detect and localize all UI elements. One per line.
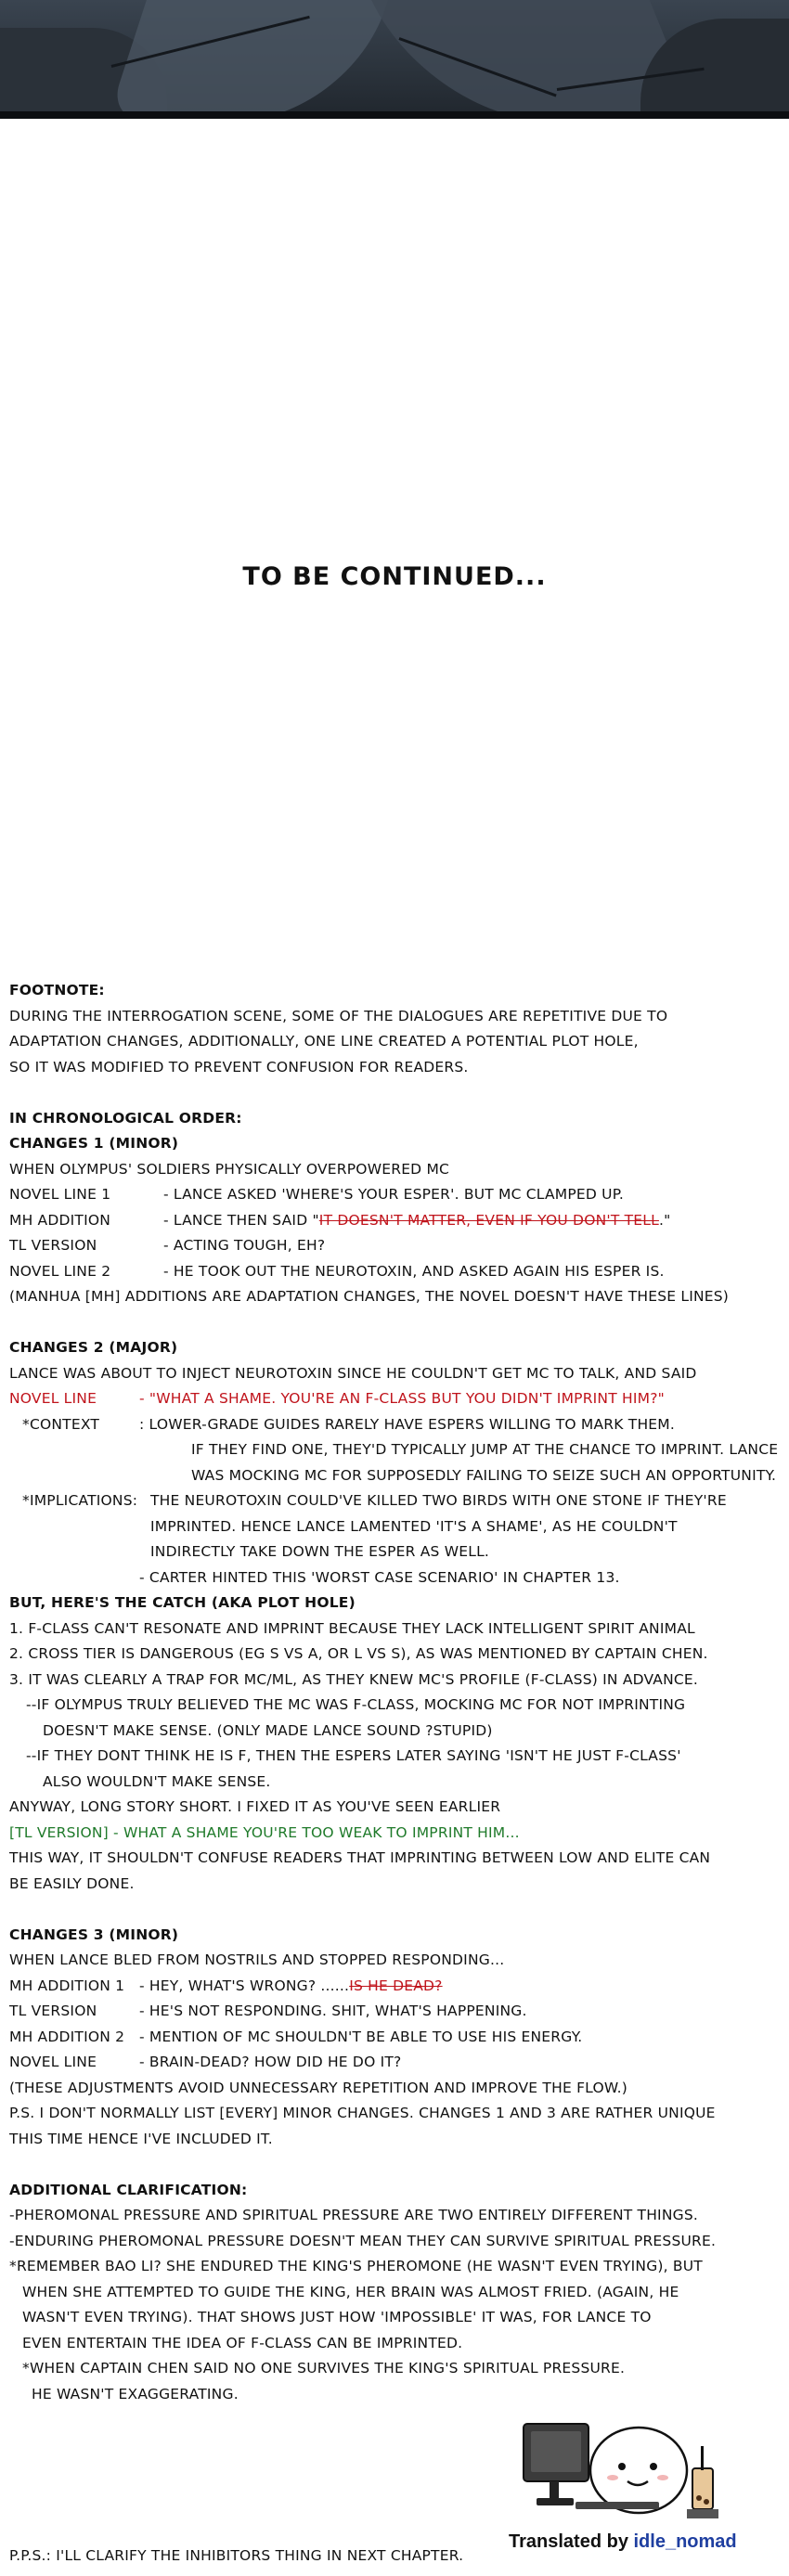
changes-3-note: (THESE ADJUSTMENTS AVOID UNNECESSARY REPETITION AND IMPROVE THE FLOW.): [9, 2079, 627, 2096]
footnote-line: DURING THE INTERROGATION SCENE, SOME OF THE DIALOGUES ARE REPETITIVE DUE TO: [9, 1007, 668, 1024]
catch-closing: THIS WAY, IT SHOULDN'T CONFUSE READERS THAT IMPRINTING BETWEEN LOW AND ELITE CAN: [9, 1849, 711, 1866]
changes-3-row: MH ADDITION 1 - HEY, WHAT'S WRONG? ...... IS HE DEAD?: [9, 1974, 784, 2000]
footnote-line: SO IT WAS MODIFIED TO PREVENT CONFUSION FOR READERS.: [9, 1058, 469, 1075]
catch-sub-line: DOESN'T MAKE SENSE. (ONLY MADE LANCE SOUND ?STUPID): [43, 1721, 493, 1739]
to-be-continued: TO BE CONTINUED...: [242, 562, 547, 591]
changes-1-row: MH ADDITION - LANCE THEN SAID " IT DOESN'T MATTER, EVEN IF YOU DON'T TELL .": [9, 1208, 784, 1234]
clarification-chen: *WHEN CAPTAIN CHEN SAID NO ONE SURVIVES THE KING'S SPIRITUAL PRESSURE.: [22, 2360, 626, 2376]
changes-2-novel-line: NOVEL LINE - "WHAT A SHAME. YOU'RE AN F-CLASS BUT YOU DIDN'T IMPRINT HIM?": [9, 1390, 665, 1407]
changes-3-row: MH ADDITION 2 - MENTION OF MC SHOULDN'T BE ABLE TO USE HIS ENERGY.: [9, 2028, 583, 2045]
changes-3-note: THIS TIME HENCE I'VE INCLUDED IT.: [9, 2130, 273, 2147]
footnote-title: FOOTNOTE:: [9, 982, 105, 998]
comic-panel-art: [0, 0, 789, 119]
translator-name: idle_nomad: [633, 2531, 737, 2552]
changes-2-line: LANCE WAS ABOUT TO INJECT NEUROTOXIN SINCE HE COULDN'T GET MC TO TALK, AND SAID: [9, 1364, 697, 1382]
changes-1-row: NOVEL LINE 1 - LANCE ASKED 'WHERE'S YOUR ESPER'. BUT MC CLAMPED UP.: [9, 1186, 624, 1203]
catch-sub-line: --IF THEY DONT THINK HE IS F, THEN THE ESPERS LATER SAYING 'ISN'T HE JUST F-CLASS': [26, 1747, 681, 1764]
clarification-sub: EVEN ENTERTAIN THE IDEA OF F-CLASS CAN BE IMPRINTED.: [22, 2334, 463, 2351]
changes-3-row: NOVEL LINE - BRAIN-DEAD? HOW DID HE DO IT?: [9, 2054, 402, 2070]
changes-2-implications: *IMPLICATIONS: THE NEUROTOXIN COULD'VE KILLED TWO BIRDS WITH ONE STONE IF THEY'RE: [22, 1492, 727, 1509]
implication-line: - CARTER HINTED THIS 'WORST CASE SCENARIO' IN CHAPTER 13.: [139, 1568, 620, 1586]
catch-line: 3. IT WAS CLEARLY A TRAP FOR MC/ML, AS THEY KNEW MC'S PROFILE (F-CLASS) IN ADVANCE.: [9, 1670, 699, 1688]
context-line: WAS MOCKING MC FOR SUPPOSEDLY FAILING TO SEIZE SUCH AN OPPORTUNITY.: [191, 1466, 777, 1484]
catch-title: BUT, HERE'S THE CATCH (AKA PLOT HOLE): [9, 1594, 356, 1611]
clarification-chen: HE WASN'T EXAGGERATING.: [32, 2385, 239, 2402]
mascot-illustration: [520, 2420, 724, 2522]
context-line: IF THEY FIND ONE, THEY'D TYPICALLY JUMP AT THE CHANCE TO IMPRINT. LANCE: [191, 1441, 779, 1458]
catch-sub-line: ALSO WOULDN'T MAKE SENSE.: [43, 1772, 271, 1790]
changes-3-context: WHEN LANCE BLED FROM NOSTRILS AND STOPPED RESPONDING...: [9, 1951, 505, 1968]
chrono-title: IN CHRONOLOGICAL ORDER:: [9, 1109, 242, 1127]
changes-3-row: TL VERSION - HE'S NOT RESPONDING. SHIT, WHAT'S HAPPENING.: [9, 2003, 527, 2019]
changes-3-title: CHANGES 3 (MINOR): [9, 1926, 179, 1943]
changes-1-row: NOVEL LINE 2 - HE TOOK OUT THE NEUROTOXIN, AND ASKED AGAIN HIS ESPER IS.: [9, 1262, 665, 1280]
changes-1-title: CHANGES 1 (MINOR): [9, 1135, 179, 1152]
changes-2-title: CHANGES 2 (MAJOR): [9, 1339, 178, 1356]
catch-sub-line: --IF OLYMPUS TRULY BELIEVED THE MC WAS F-CLASS, MOCKING MC FOR NOT IMPRINTING: [26, 1696, 686, 1713]
changes-2-context: *CONTEXT : LOWER-GRADE GUIDES RARELY HAVE ESPERS WILLING TO MARK THEM.: [22, 1415, 675, 1433]
tl-version-line: [TL VERSION] - WHAT A SHAME YOU'RE TOO WEAK TO IMPRINT HIM...: [9, 1823, 520, 1841]
struck-text: IS HE DEAD?: [349, 1977, 443, 1994]
catch-closing: BE EASILY DONE.: [9, 1874, 135, 1892]
translator-credit: Translated by idle_nomad: [509, 2531, 737, 2552]
implication-line: INDIRECTLY TAKE DOWN THE ESPER AS WELL.: [150, 1543, 490, 1560]
catch-line: 1. F-CLASS CAN'T RESONATE AND IMPRINT BECAUSE THEY LACK INTELLIGENT SPIRIT ANIMAL: [9, 1619, 695, 1637]
clarification-line: -PHEROMONAL PRESSURE AND SPIRITUAL PRESSURE ARE TWO ENTIRELY DIFFERENT THINGS.: [9, 2207, 699, 2223]
catch-fixed: ANYWAY, LONG STORY SHORT. I FIXED IT AS YOU'VE SEEN EARLIER: [9, 1798, 501, 1815]
changes-1-context: WHEN OLYMPUS' SOLDIERS PHYSICALLY OVERPOWERED MC: [9, 1160, 450, 1178]
catch-line: 2. CROSS TIER IS DANGEROUS (EG S VS A, OR L VS S), AS WAS MENTIONED BY CAPTAIN CHEN.: [9, 1645, 708, 1662]
clarification-title: ADDITIONAL CLARIFICATION:: [9, 2181, 248, 2198]
changes-3-note: P.S. I DON'T NORMALLY LIST [EVERY] MINOR CHANGES. CHANGES 1 AND 3 ARE RATHER UNIQUE: [9, 2105, 716, 2121]
footnote-line: ADAPTATION CHANGES, ADDITIONALLY, ONE LINE CREATED A POTENTIAL PLOT HOLE,: [9, 1033, 639, 1050]
clarification-sub: WHEN SHE ATTEMPTED TO GUIDE THE KING, HER BRAIN WAS ALMOST FRIED. (AGAIN, HE: [22, 2283, 679, 2300]
clarification-line: -ENDURING PHEROMONAL PRESSURE DOESN'T MEAN THEY CAN SURVIVE SPIRITUAL PRESSURE.: [9, 2232, 717, 2249]
pps-note: P.P.S.: I'LL CLARIFY THE INHIBITORS THING IN NEXT CHAPTER.: [9, 2547, 464, 2564]
clarification-sub: WASN'T EVEN TRYING). THAT SHOWS JUST HOW 'IMPOSSIBLE' IT WAS, FOR LANCE TO: [22, 2309, 652, 2325]
translator-notes: [9, 978, 784, 2407]
clarification-line: *REMEMBER BAO LI? SHE ENDURED THE KING'S PHEROMONE (HE WASN'T EVEN TRYING), BUT: [9, 2258, 703, 2274]
changes-1-note: (MANHUA [MH] ADDITIONS ARE ADAPTATION CHANGES, THE NOVEL DOESN'T HAVE THESE LINES): [9, 1288, 730, 1305]
implication-line: IMPRINTED. HENCE LANCE LAMENTED 'IT'S A SHAME', AS HE COULDN'T: [150, 1517, 678, 1535]
struck-text: IT DOESN'T MATTER, EVEN IF YOU DON'T TELL: [318, 1211, 659, 1229]
changes-1-row: TL VERSION - ACTING TOUGH, EH?: [9, 1237, 326, 1254]
